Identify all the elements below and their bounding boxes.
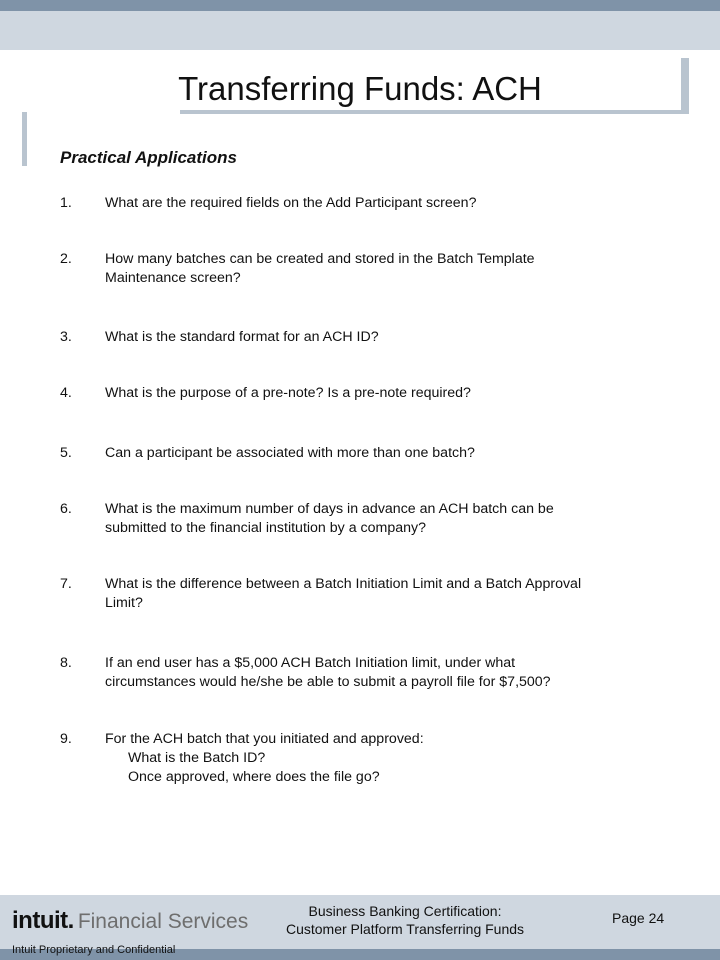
logo-suffix: Financial Services (77, 910, 249, 933)
page-number: Page 24 (612, 910, 665, 926)
question-text: For the ACH batch that you initiated and approved: What is the Batch ID? Once approved, where does the file go? (105, 731, 424, 785)
question-number: 3. (60, 329, 72, 345)
question-number: 4. (60, 385, 72, 401)
question-number: 1. (60, 195, 72, 211)
question-text: What is the difference between a Batch Initiation Limit and a Batch Approval Limit? (105, 576, 582, 611)
question-number: 7. (60, 576, 72, 592)
slide-title: Transferring Funds: ACH (178, 70, 542, 107)
section-heading: Practical Applications (60, 148, 237, 167)
title-frame-bottom (180, 110, 689, 114)
question-text: What is the standard format for an ACH ID? (105, 329, 379, 345)
question-text: How many batches can be created and stored in the Batch Template Maintenance screen? (105, 251, 535, 286)
question-number: 6. (60, 501, 72, 517)
footer-title-line2: Customer Platform Transferring Funds (285, 921, 525, 937)
confidentiality-notice: Intuit Proprietary and Confidential (12, 944, 176, 956)
question-text: What is the purpose of a pre-note? Is a pre-note required? (105, 385, 471, 401)
footer-course-title (255, 902, 555, 938)
question-number: 5. (60, 445, 72, 461)
footer-title-line1: Business Banking Certification: (308, 903, 502, 919)
question-number: 9. (60, 731, 72, 747)
intuit-financial-services-logo (12, 907, 248, 939)
header-bar-light (0, 11, 720, 50)
title-frame-left (22, 112, 27, 166)
question-text: What is the maximum number of days in advance an ACH batch can be submitted to the financial institution by a company? (105, 501, 554, 536)
question-number: 8. (60, 655, 72, 671)
question-text: Can a participant be associated with more than one batch? (105, 445, 475, 461)
header-bar-dark (0, 0, 720, 11)
question-number: 2. (60, 251, 72, 267)
question-text: If an end user has a $5,000 ACH Batch Initiation limit, under what circumstances would he/she be able to submit a payroll file for $7,500? (105, 655, 551, 690)
question-text: What are the required fields on the Add Participant screen? (105, 195, 477, 211)
logo-wordmark: intuit. (12, 907, 74, 934)
